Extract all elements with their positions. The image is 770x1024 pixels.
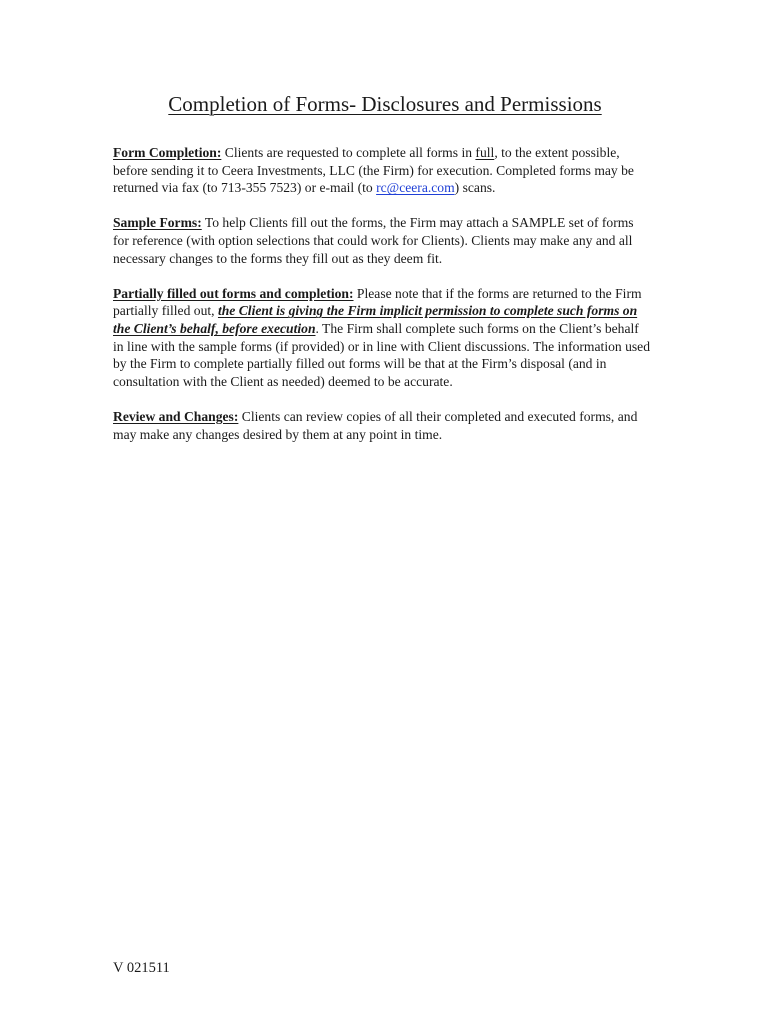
page-title: Completion of Forms- Disclosures and Permissions bbox=[168, 92, 602, 116]
section-partially-filled bbox=[113, 285, 651, 391]
section-heading-review-changes: Review and Changes: bbox=[113, 408, 239, 424]
section-heading-form-completion: Form Completion: bbox=[113, 145, 222, 160]
section-text: Clients are requested to complete all forms in bbox=[221, 145, 476, 160]
section-text: . The Firm shall complete such forms on the Client’s behalf in line with the sample forms (if provided) or in line with Client discussions. The information used by the Firm to complete partially filled out forms will be that at the Firm’s disposal (and in consultation with the Client as needed) deemed to be accurate. bbox=[113, 320, 650, 389]
section-form-completion bbox=[113, 144, 651, 197]
document-body bbox=[113, 144, 651, 461]
emphasis-full: full bbox=[475, 145, 495, 160]
section-heading-partially-filled: Partially filled out forms and completion: bbox=[113, 285, 354, 301]
section-heading-sample-forms: Sample Forms: bbox=[113, 215, 202, 231]
section-text: , to the extent possible, before sending it to Ceera Investments, LLC (the Firm) for execution. Completed forms may be returned via fax (to 713-355 7523) or e-mail (to bbox=[113, 145, 634, 196]
permission-emphasis: the Client is giving the Firm implicit permission to complete such forms on the Client’s behalf, before execution bbox=[113, 303, 638, 336]
section-sample-forms bbox=[113, 214, 651, 267]
section-text: To help Clients fill out the forms, the Firm may attach a SAMPLE set of forms for reference (with option selections that could work for Clients). Clients may make any and all necessary changes to the forms they fill out as they deem fit. bbox=[113, 215, 634, 266]
section-text: ) scans. bbox=[454, 180, 496, 196]
section-review-changes bbox=[113, 408, 651, 443]
section-text: Clients can review copies of all their completed and executed forms, and may make any changes desired by them at any point in time. bbox=[113, 408, 638, 442]
email-link[interactable]: rc@ceera.com bbox=[376, 180, 455, 196]
section-text: Please note that if the forms are returned to the Firm partially filled out, bbox=[113, 285, 642, 319]
version-label: V 021511 bbox=[113, 960, 170, 976]
